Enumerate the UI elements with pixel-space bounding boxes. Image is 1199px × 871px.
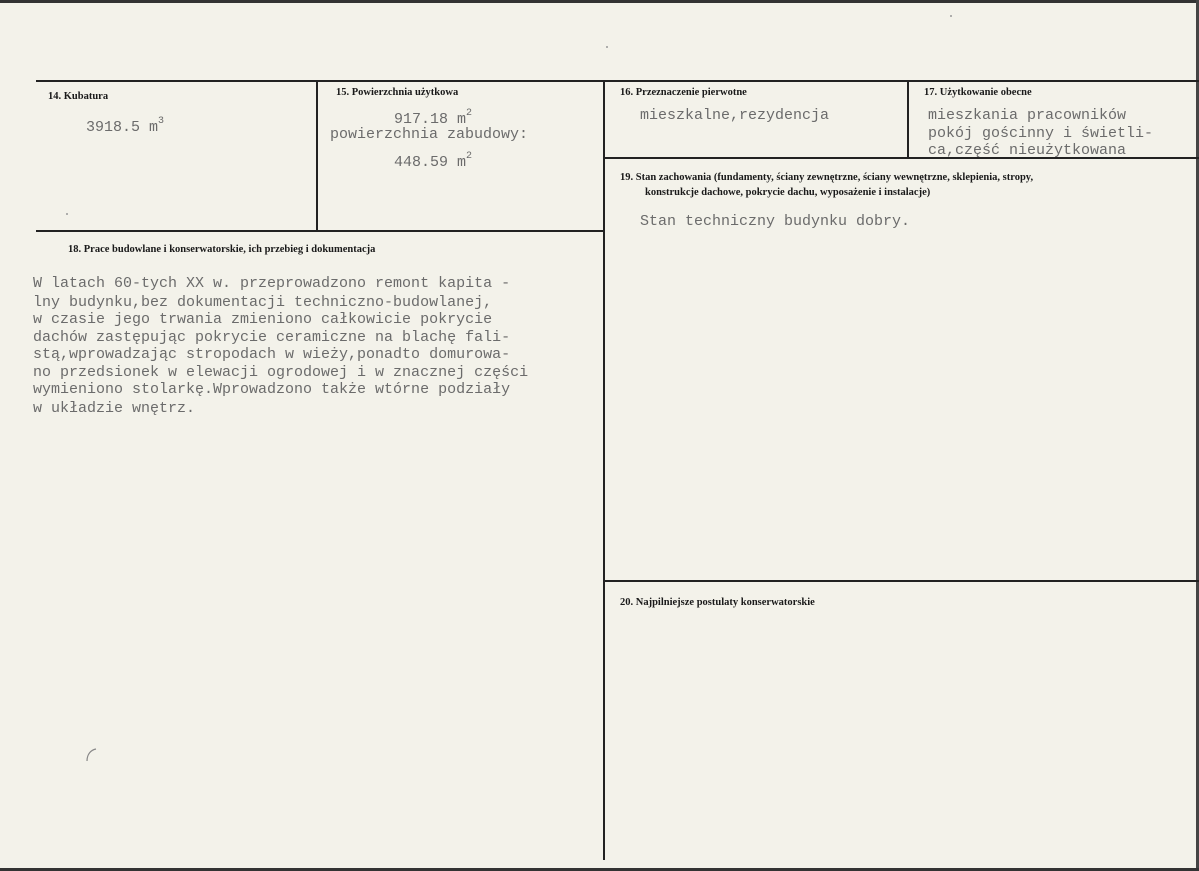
prace-line-5: stą,wprowadzając stropodach w wieży,ponadto domurowa- (33, 346, 511, 363)
grid-divider-16-17 (907, 80, 909, 158)
stan-value: Stan techniczny budynku dobry. (640, 213, 911, 230)
stan-label-line-1: 19. Stan zachowania (fundamenty, ściany zewnętrzne, ściany wewnętrzne, sklepienia, stropy, (620, 172, 1034, 183)
prace-line-8: w układzie wnętrz. (33, 400, 196, 417)
uzytkowanie-label: 17. Użytkowanie obecne (924, 87, 1032, 98)
powierzchnia-uzytkowa-value: 917.18 $m^2$ (394, 108, 473, 128)
powierzchnia-zabudowy-value: 448.59 $m^2$ (394, 151, 473, 171)
paper-speck (950, 15, 952, 17)
przeznaczenie-value: mieszkalne,rezydencja (640, 107, 830, 124)
kubatura-label: 14. Kubatura (48, 91, 109, 102)
prace-line-7: wymieniono stolarkę.Wprowadzono także wtórne podziały (33, 381, 511, 398)
paper-mark (84, 745, 104, 765)
uzytkowanie-line-2: pokój gościnny i świetli- (928, 125, 1154, 142)
uzytkowanie-line-1: mieszkania pracowników (928, 107, 1127, 124)
prace-line-3: w czasie jego trwania zmieniono całkowicie pokrycie (33, 311, 493, 328)
grid-line-right-upper (604, 157, 1199, 159)
przeznaczenie-label: 16. Przeznaczenie pierwotne (620, 87, 747, 98)
prace-line-4: dachów zastępując pokrycie ceramiczne na blachę fali- (33, 329, 511, 346)
grid-divider-14-15 (316, 80, 318, 231)
powierzchnia-label: 15. Powierzchnia użytkowa (336, 87, 459, 98)
grid-line-right-lower (604, 580, 1199, 582)
grid-line-left-middle (36, 230, 605, 232)
postulaty-label: 20. Najpilniejsze postulaty konserwatorskie (620, 597, 815, 608)
uzytkowanie-line-3: ca,część nieużytkowana (928, 142, 1127, 157)
prace-line-1: W latach 60-tych XX w. przeprowadzono remont kapita - (33, 275, 511, 292)
grid-divider-center (603, 80, 605, 860)
prace-line-6: no przedsionek w elewacji ogrodowej i w znacznej części (33, 364, 529, 381)
kubatura-value: 3918.5 $m^3$ (86, 116, 165, 136)
card-top-edge (0, 0, 1199, 3)
grid-line-top (36, 80, 1199, 82)
prace-label: 18. Prace budowlane i konserwatorskie, ich przebieg i dokumentacja (68, 244, 376, 255)
powierzchnia-zabudowy-label: powierzchnia zabudowy: (330, 126, 529, 143)
paper-speck (66, 213, 68, 215)
prace-line-2: lny budynku,bez dokumentacji techniczno-budowlanej, (33, 294, 493, 311)
paper-speck (606, 46, 608, 48)
stan-label-line-2: konstrukcje dachowe, pokrycie dachu, wyposażenie i instalacje) (645, 187, 931, 198)
